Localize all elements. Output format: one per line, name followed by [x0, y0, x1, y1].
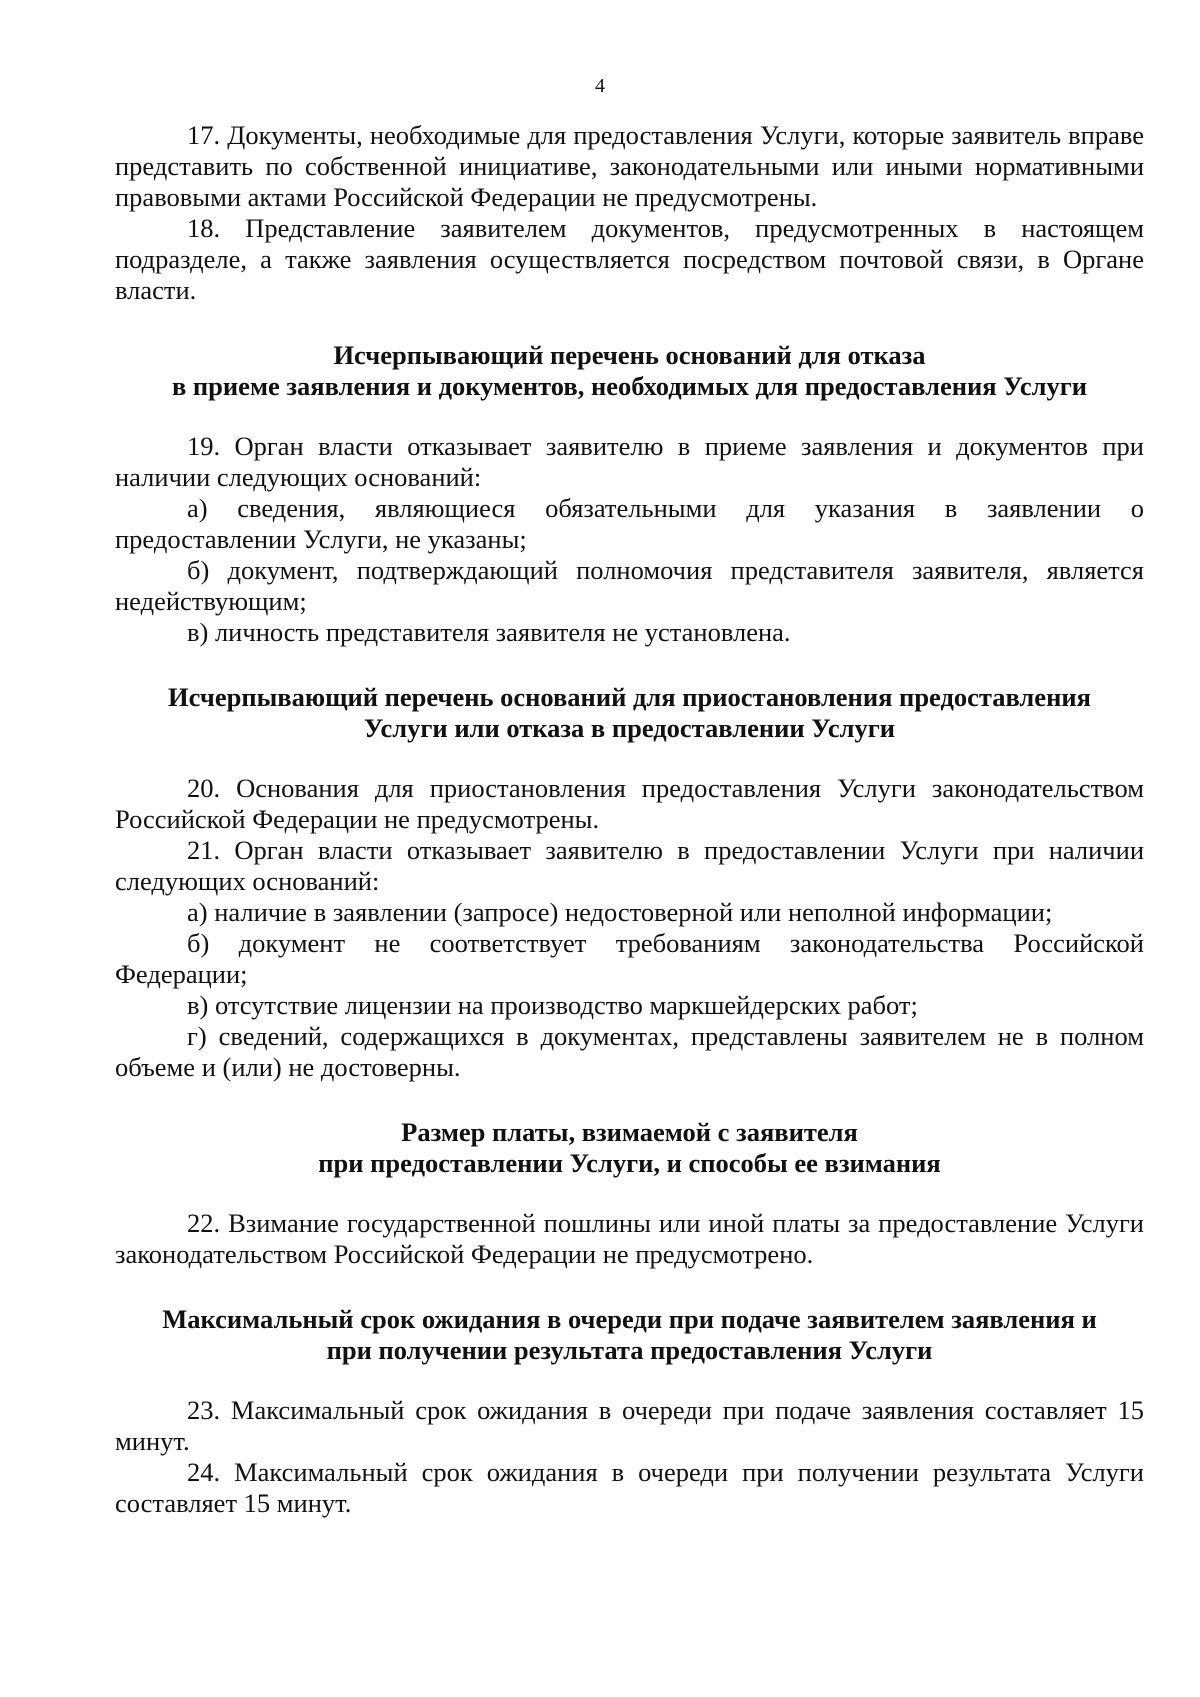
- paragraph-21a: а) наличие в заявлении (запросе) недостоверной или неполной информации;: [187, 897, 1053, 927]
- paragraph-18: 18. Представление заявителем документов, предусмотренных в настоящем подразделе, а также заявления осуществляется посредством почтовой связи, в Органе власти.: [115, 213, 1144, 305]
- paragraph-19b: б) документ, подтверждающий полномочия представителя заявителя, является недействующим;: [115, 555, 1144, 616]
- heading-line: Максимальный срок ожидания в очереди при подаче заявителем заявления и: [162, 1304, 1097, 1334]
- paragraph-21: 21. Орган власти отказывает заявителю в предоставлении Услуги при наличии следующих оснований:: [115, 835, 1144, 896]
- heading-line: в приеме заявления и документов, необходимых для предоставления Услуги: [171, 371, 1088, 401]
- page-number: 4: [595, 75, 605, 97]
- heading-line: при получении результата предоставления Услуги: [326, 1335, 933, 1365]
- heading-line: Исчерпывающий перечень оснований для приостановления предоставления: [168, 682, 1091, 712]
- paragraph-19: 19. Орган власти отказывает заявителю в приеме заявления и документов при наличии следующих оснований:: [115, 431, 1144, 492]
- section-heading-waiting-time: [115, 1304, 1144, 1366]
- paragraph-22: 22. Взимание государственной пошлины или иной платы за предоставление Услуги законодательством Российской Федерации не предусмотрено.: [115, 1208, 1144, 1269]
- heading-line: Исчерпывающий перечень оснований для отказа: [333, 340, 926, 370]
- document-body: [115, 120, 1144, 1519]
- section-heading-suspension: [115, 682, 1144, 744]
- paragraph-21c: в) отсутствие лицензии на производство маркшейдерских работ;: [187, 990, 918, 1020]
- paragraph-19a: а) сведения, являющиеся обязательными для указания в заявлении о предоставлении Услуги, не указаны;: [115, 493, 1144, 554]
- paragraph-24: 24. Максимальный срок ожидания в очереди при получении результата Услуги составляет 15 минут.: [115, 1457, 1144, 1518]
- paragraph-21b: б) документ не соответствует требованиям законодательства Российской Федерации;: [115, 928, 1144, 989]
- paragraph-23: 23. Максимальный срок ожидания в очереди при подаче заявления составляет 15 минут.: [115, 1395, 1144, 1456]
- paragraph-17: 17. Документы, необходимые для предоставления Услуги, которые заявитель вправе представить по собственной инициативе, законодательными или иными нормативными правовыми актами Российской Федерации не предусмотрены.: [115, 120, 1144, 212]
- heading-line: Размер платы, взимаемой с заявителя: [401, 1117, 858, 1147]
- heading-line: при предоставлении Услуги, и способы ее взимания: [318, 1148, 941, 1178]
- paragraph-19c: в) личность представителя заявителя не установлена.: [187, 617, 791, 647]
- section-heading-refusal-acceptance: [115, 340, 1144, 402]
- paragraph-21d: г) сведений, содержащихся в документах, представлены заявителем не в полном объеме и (или) не достоверны.: [115, 1021, 1144, 1082]
- paragraph-20: 20. Основания для приостановления предоставления Услуги законодательством Российской Федерации не предусмотрены.: [115, 773, 1144, 834]
- section-heading-fee: [115, 1117, 1144, 1179]
- heading-line: Услуги или отказа в предоставлении Услуги: [363, 713, 896, 743]
